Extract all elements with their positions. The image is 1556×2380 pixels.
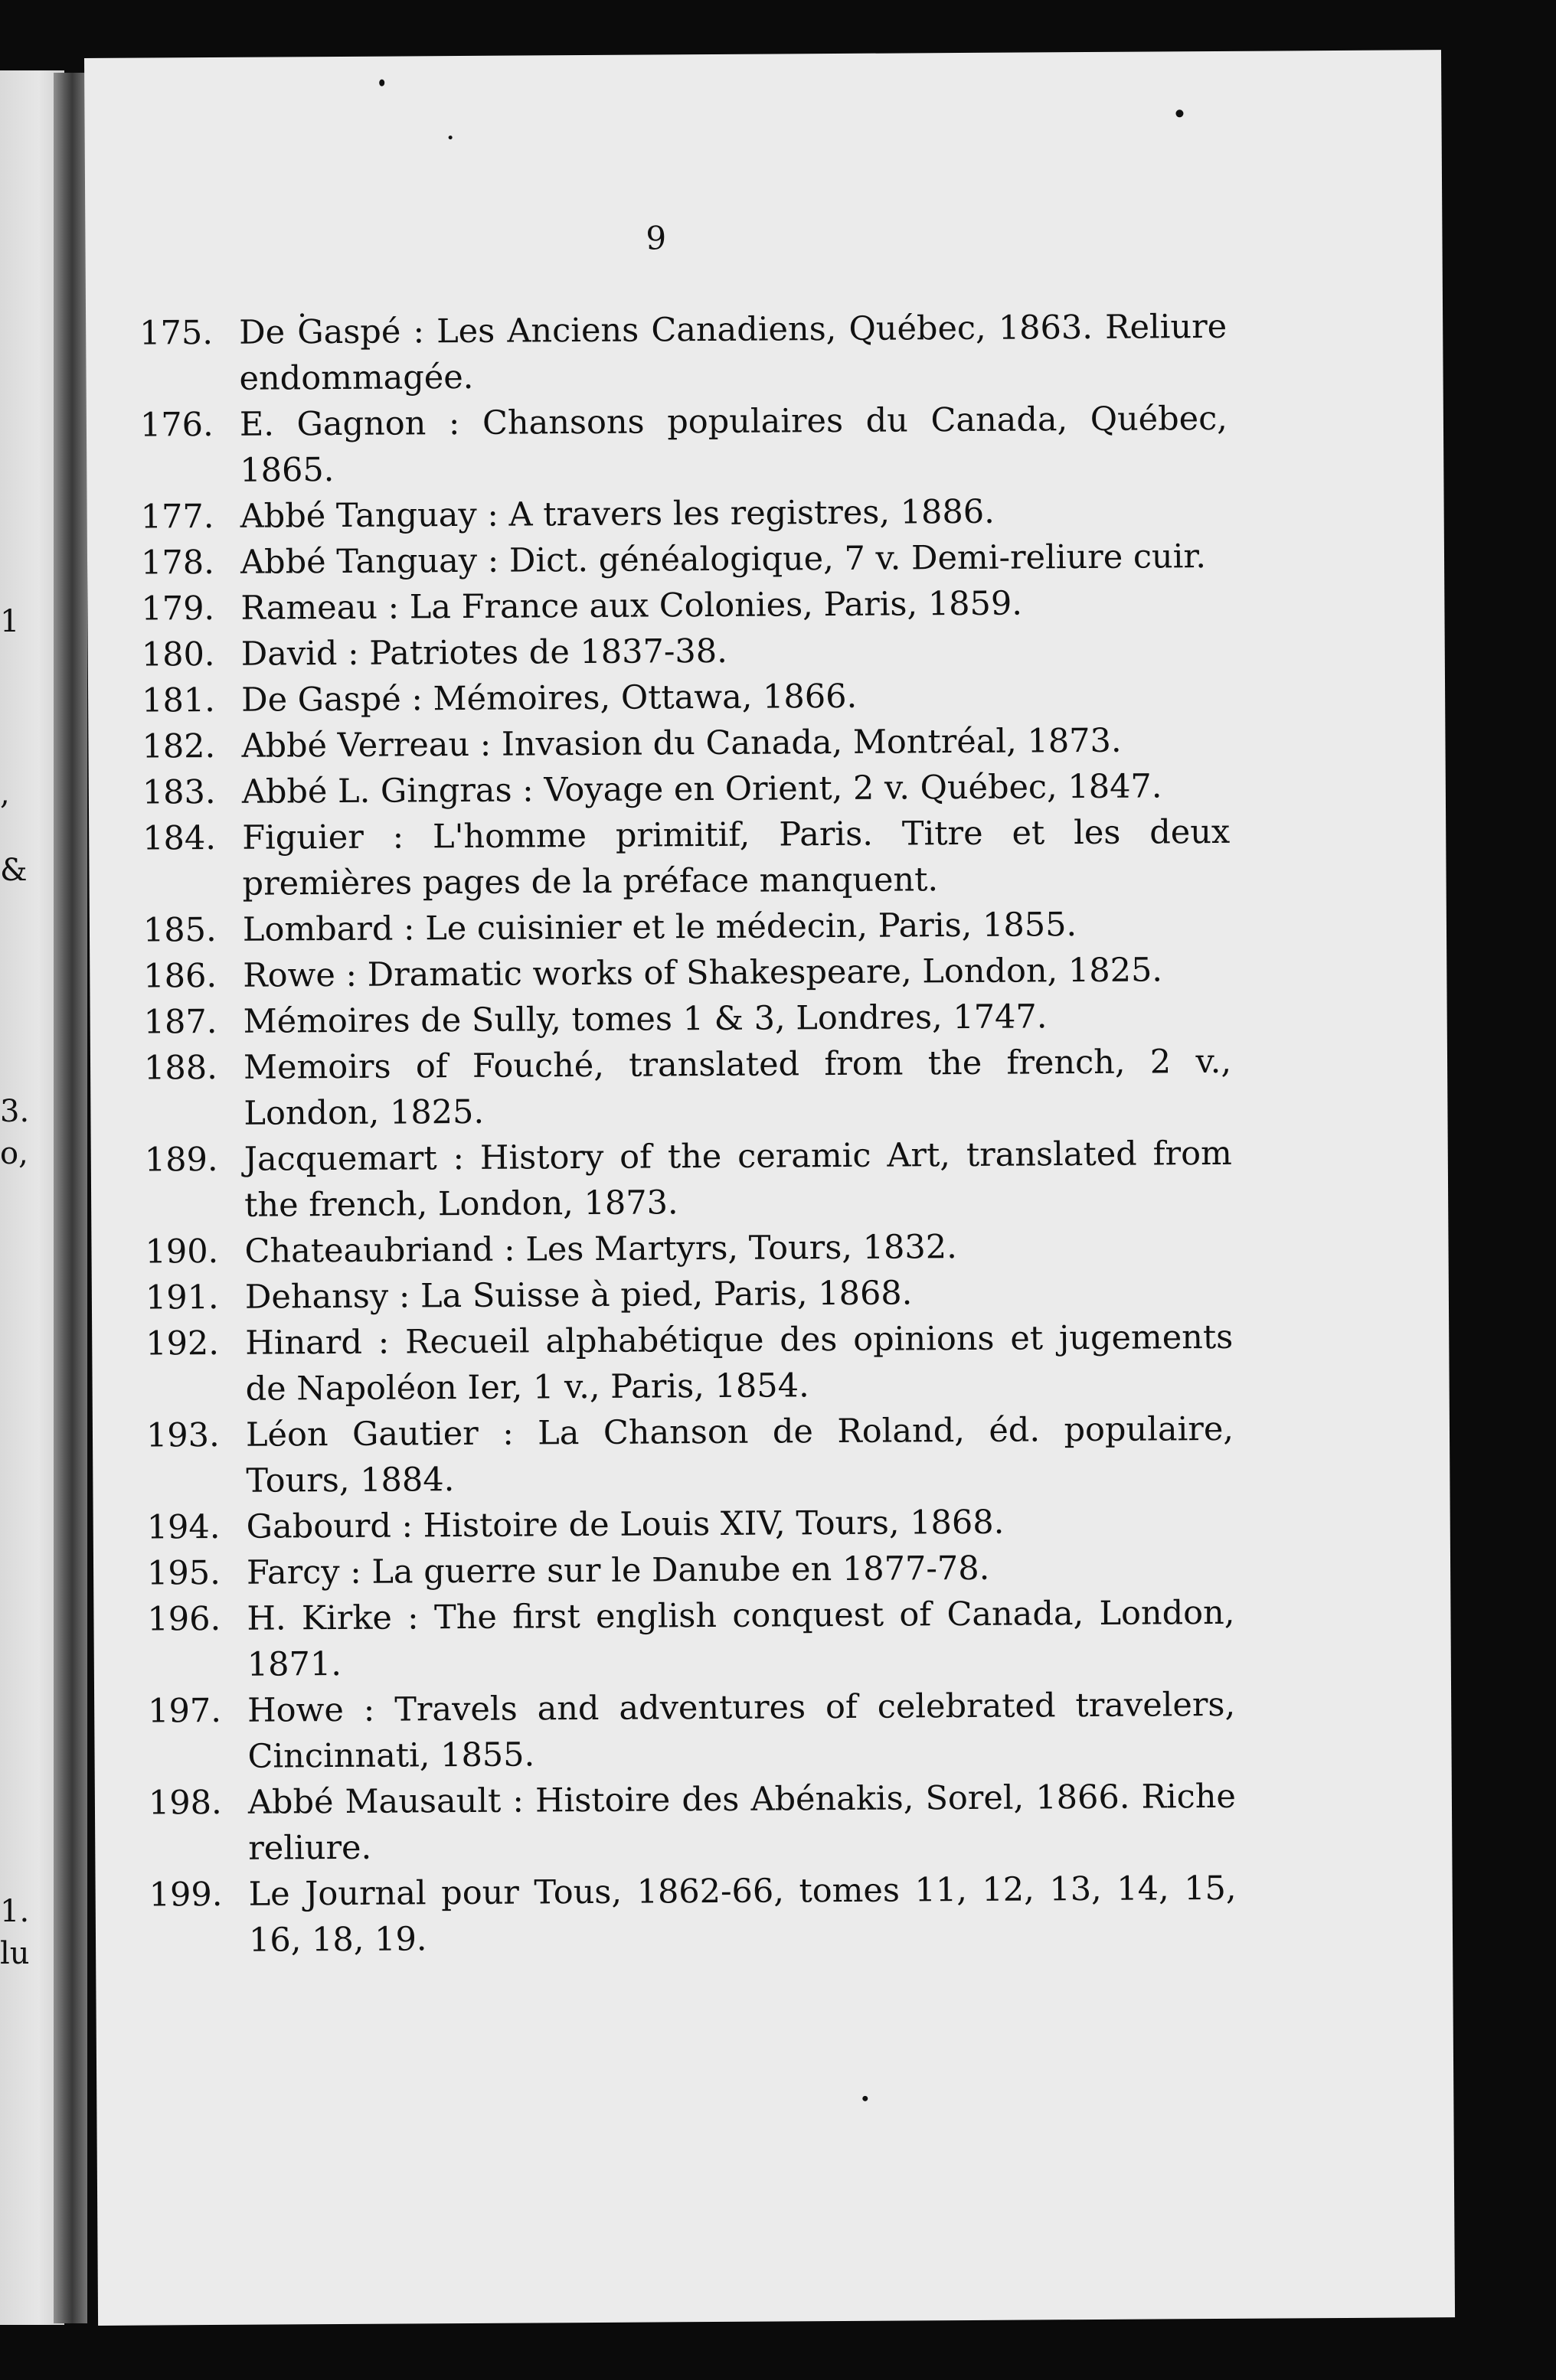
entry-number: 180. (141, 635, 215, 674)
entry-text: H. Kirke : The first english conquest of Canada, London, 1871. (247, 1593, 1235, 1684)
entry-text: E. Gagnon : Chansons populaires du Canada, Québec, 1865. (239, 399, 1228, 490)
entry-number: 181. (141, 681, 216, 720)
entry-text: Léon Gautier : La Chanson de Roland, éd. populaire, Tours, 1884. (245, 1409, 1234, 1500)
catalogue-entry (143, 947, 1231, 1000)
catalogue-list (139, 304, 1237, 1964)
entry-number: 177. (140, 497, 214, 537)
facing-page-fragment: & (0, 853, 28, 888)
facing-page-fragment: lu (0, 1936, 30, 1971)
facing-page-fragment: 3. (0, 1094, 30, 1129)
entry-number: 192. (145, 1324, 220, 1363)
entry-text: De Gaspé : Les Anciens Canadiens, Québec, 1863. Reliure endommagée. (239, 307, 1227, 398)
entry-number: 185. (142, 910, 217, 950)
entry-number: 193. (145, 1415, 220, 1455)
catalogue-entry (145, 1131, 1233, 1229)
entry-number: 178. (140, 543, 214, 583)
facing-page-fragment: , (0, 776, 10, 811)
entry-number: 194. (146, 1507, 221, 1547)
entry-text: Le Journal pour Tous, 1862-66, tomes 11, 12, 13, 14, 15, 16, 18, 19. (248, 1869, 1237, 1960)
catalogue-entry (147, 1590, 1235, 1689)
entry-text: Abbé Tanguay : Dict. généalogique, 7 v. Demi-reliure cuir. (240, 537, 1207, 582)
entry-text: Memoirs of Fouché, translated from the french, 2 v., London, 1825. (243, 1042, 1232, 1133)
catalogue-entry (142, 671, 1229, 724)
entry-number: 176. (139, 405, 214, 445)
entry-number: 198. (148, 1783, 222, 1823)
catalogue-entry (140, 488, 1227, 540)
page-number: 9 (646, 219, 667, 257)
catalogue-entry (145, 1314, 1234, 1413)
entry-number: 187. (143, 1002, 217, 1042)
entry-number: 195. (146, 1553, 221, 1593)
dust-speck (862, 2096, 868, 2101)
catalogue-entry (142, 809, 1231, 908)
catalogue-entry (141, 534, 1228, 586)
catalogue-entry (140, 396, 1228, 495)
catalogue-entry (149, 1774, 1237, 1872)
entry-text: Abbé Verreau : Invasion du Canada, Montréal, 1873. (241, 721, 1122, 766)
book-binding-gutter (54, 73, 87, 2323)
dust-speck (449, 135, 453, 139)
facing-page-fragment: o, (0, 1136, 28, 1171)
book-page (84, 50, 1455, 2326)
entry-text: Rowe : Dramatic works of Shakespeare, London, 1825. (243, 951, 1163, 995)
facing-page-fragment: 1. (0, 1894, 30, 1929)
entry-number: 189. (144, 1140, 218, 1180)
catalogue-entry (145, 1223, 1232, 1275)
entry-text: De Gaspé : Mémoires, Ottawa, 1866. (240, 677, 858, 720)
dust-speck (1175, 109, 1183, 117)
entry-text: Gabourd : Histoire de Louis XIV, Tours, 1868. (246, 1503, 1005, 1546)
entry-number: 186. (143, 956, 217, 996)
catalogue-entry (142, 625, 1229, 678)
entry-number: 199. (149, 1875, 223, 1915)
entry-number: 182. (142, 726, 216, 766)
catalogue-entry (147, 1544, 1234, 1597)
entry-text: Rameau : La France aux Colonies, Paris, 1859. (240, 584, 1023, 628)
entry-number: 196. (147, 1599, 221, 1639)
catalogue-entry (144, 993, 1231, 1046)
entry-text: David : Patriotes de 1837-38. (240, 632, 727, 674)
catalogue-entry (147, 1498, 1234, 1551)
catalogue-entry (143, 901, 1231, 954)
entry-text: Dehansy : La Suisse à pied, Paris, 1868. (244, 1274, 913, 1317)
catalogue-entry (149, 1866, 1237, 1964)
catalogue-entry (145, 1268, 1233, 1321)
entry-number: 184. (142, 818, 217, 858)
dust-speck (379, 80, 384, 87)
entry-text: Hinard : Recueil alphabétique des opinions et jugements de Napoléon Ier, 1 v., Paris, 1854. (245, 1317, 1234, 1409)
facing-page-fragment: 1 (0, 604, 20, 639)
entry-text: Abbé Tanguay : A travers les registres, 1886. (240, 492, 995, 536)
entry-number: 190. (145, 1232, 219, 1272)
catalogue-entry (141, 579, 1228, 632)
catalogue-entry (144, 1039, 1232, 1138)
entry-text: Figuier : L'homme primitif, Paris. Titre et les deux premières pages de la préface manquent. (242, 812, 1231, 903)
entry-text: Abbé Mausault : Histoire des Abénakis, Sorel, 1866. Riche reliure. (247, 1777, 1237, 1868)
entry-text: Farcy : La guerre sur le Danube en 1877-78. (246, 1549, 990, 1592)
entry-number: 175. (139, 313, 214, 353)
entry-number: 188. (143, 1048, 217, 1088)
entry-text: Mémoires de Sully, tomes 1 & 3, Londres, 1747. (243, 997, 1048, 1041)
entry-number: 179. (141, 589, 215, 628)
catalogue-entry (142, 717, 1229, 770)
catalogue-entry (148, 1682, 1236, 1781)
entry-number: 191. (145, 1278, 219, 1317)
catalogue-entry (142, 763, 1230, 816)
catalogue-entry (139, 304, 1227, 403)
entry-text: Howe : Travels and adventures of celebrated travelers, Cincinnati, 1855. (247, 1685, 1236, 1776)
entry-text: Chateaubriand : Les Martyrs, Tours, 1832. (244, 1228, 957, 1271)
entry-number: 183. (142, 772, 216, 812)
entry-text: Lombard : Le cuisinier et le médecin, Paris, 1855. (242, 906, 1077, 949)
entry-text: Abbé L. Gingras : Voyage en Orient, 2 v. Québec, 1847. (241, 767, 1162, 811)
entry-text: Jacquemart : History of the ceramic Art, translated from the french, London, 1873. (244, 1134, 1232, 1225)
entry-number: 197. (148, 1691, 222, 1731)
catalogue-entry (146, 1406, 1234, 1505)
